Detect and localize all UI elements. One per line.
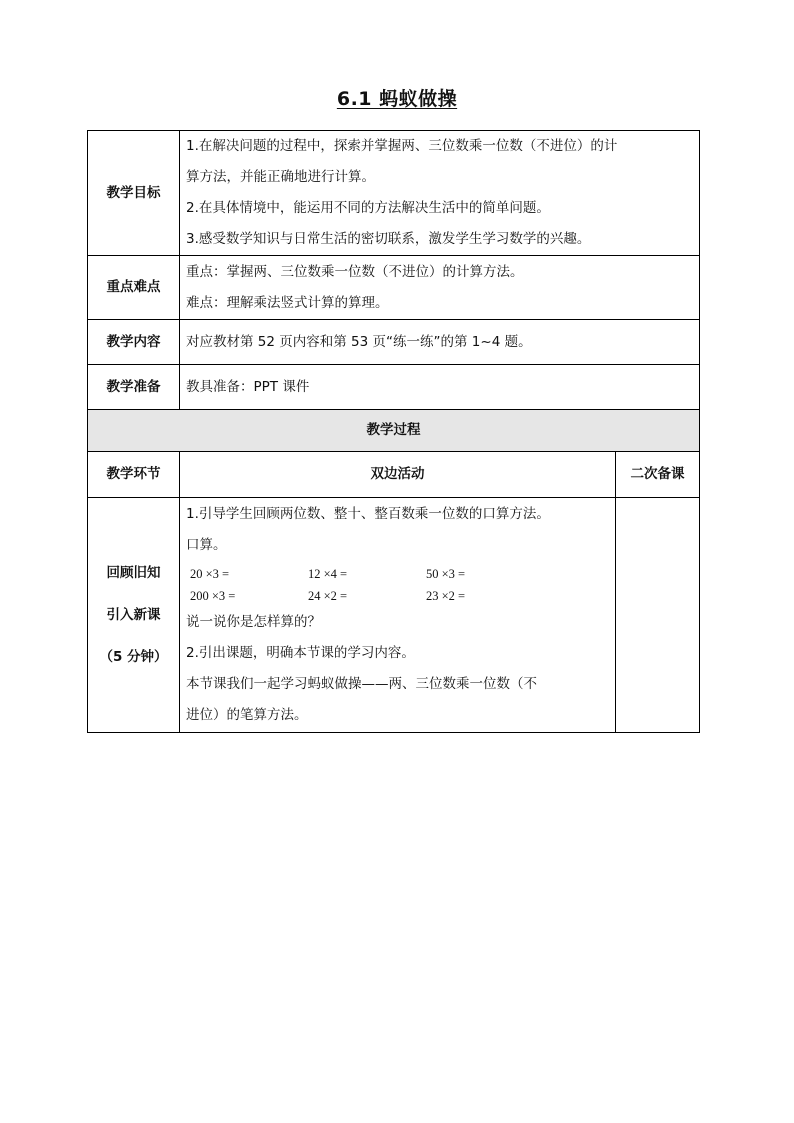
col-stage-header: 教学环节 <box>88 452 180 498</box>
goals-line: 2.在具体情境中，能运用不同的方法解决生活中的简单问题。 <box>186 200 550 216</box>
prep-text: 教具准备：PPT 课件 <box>180 365 700 410</box>
stage-1-activity <box>180 498 616 733</box>
row-key-points <box>88 256 700 320</box>
key-points-content <box>180 256 700 320</box>
goals-label: 教学目标 <box>88 131 180 256</box>
stage-1-summary: 本节课我们一起学习蚂蚁做操——两、三位数乘一位数（不 <box>186 676 537 692</box>
row-prep <box>88 365 700 410</box>
stage-1-label <box>88 498 180 733</box>
key-point-line: 难点：理解乘法竖式计算的算理。 <box>186 294 389 311</box>
goals-line: 3.感受数学知识与日常生活的密切联系，激发学生学习数学的兴趣。 <box>186 231 591 247</box>
stage-1-question: 说一说你是怎样算的？ <box>186 614 321 630</box>
oral-calc-label: 口算。 <box>186 537 227 553</box>
calc-item: 200 ×3 = <box>190 589 236 603</box>
process-section-title: 教学过程 <box>88 410 700 452</box>
stage-1-notes <box>616 498 700 733</box>
stage-1-intro: 1.引导学生回顾两位数、整十、整百数乘一位数的口算方法。 <box>186 506 550 522</box>
col-activity-header: 双边活动 <box>180 452 616 498</box>
goals-line: 1.在解决问题的过程中，探索并掌握两、三位数乘一位数（不进位）的计 <box>186 138 618 154</box>
prep-label: 教学准备 <box>88 365 180 410</box>
stage-1-label-line: 引入新课 <box>106 607 161 623</box>
stage-1-summary: 进位）的笔算方法。 <box>186 707 308 723</box>
goals-content <box>180 131 700 256</box>
col-notes-header: 二次备课 <box>616 452 700 498</box>
key-points-label: 重点难点 <box>88 256 180 320</box>
row-content <box>88 320 700 365</box>
stage-1-step2: 2.引出课题，明确本节课的学习内容。 <box>186 645 415 661</box>
calc-item: 50 ×3 = <box>426 567 466 581</box>
oral-calc-grid <box>186 563 609 607</box>
calc-item: 12 ×4 = <box>308 567 348 581</box>
row-goals <box>88 131 700 256</box>
calc-item: 23 ×2 = <box>426 589 466 603</box>
stage-1-label-line: （5 分钟） <box>99 649 168 665</box>
content-label: 教学内容 <box>88 320 180 365</box>
goals-line: 算方法，并能正确地进行计算。 <box>186 169 375 185</box>
key-point-line: 重点：掌握两、三位数乘一位数（不进位）的计算方法。 <box>186 263 524 280</box>
lesson-plan-table <box>87 130 700 733</box>
calc-item: 20 ×3 = <box>190 567 230 581</box>
row-stage-1 <box>88 498 700 733</box>
stage-1-label-line: 回顾旧知 <box>106 565 161 581</box>
page-title: 6.1 蚂蚁做操 <box>336 88 458 110</box>
calc-item: 24 ×2 = <box>308 589 348 603</box>
content-text: 对应教材第 52 页内容和第 53 页“练一练”的第 1~4 题。 <box>180 320 700 365</box>
row-process-section <box>88 410 700 452</box>
row-process-header <box>88 452 700 498</box>
